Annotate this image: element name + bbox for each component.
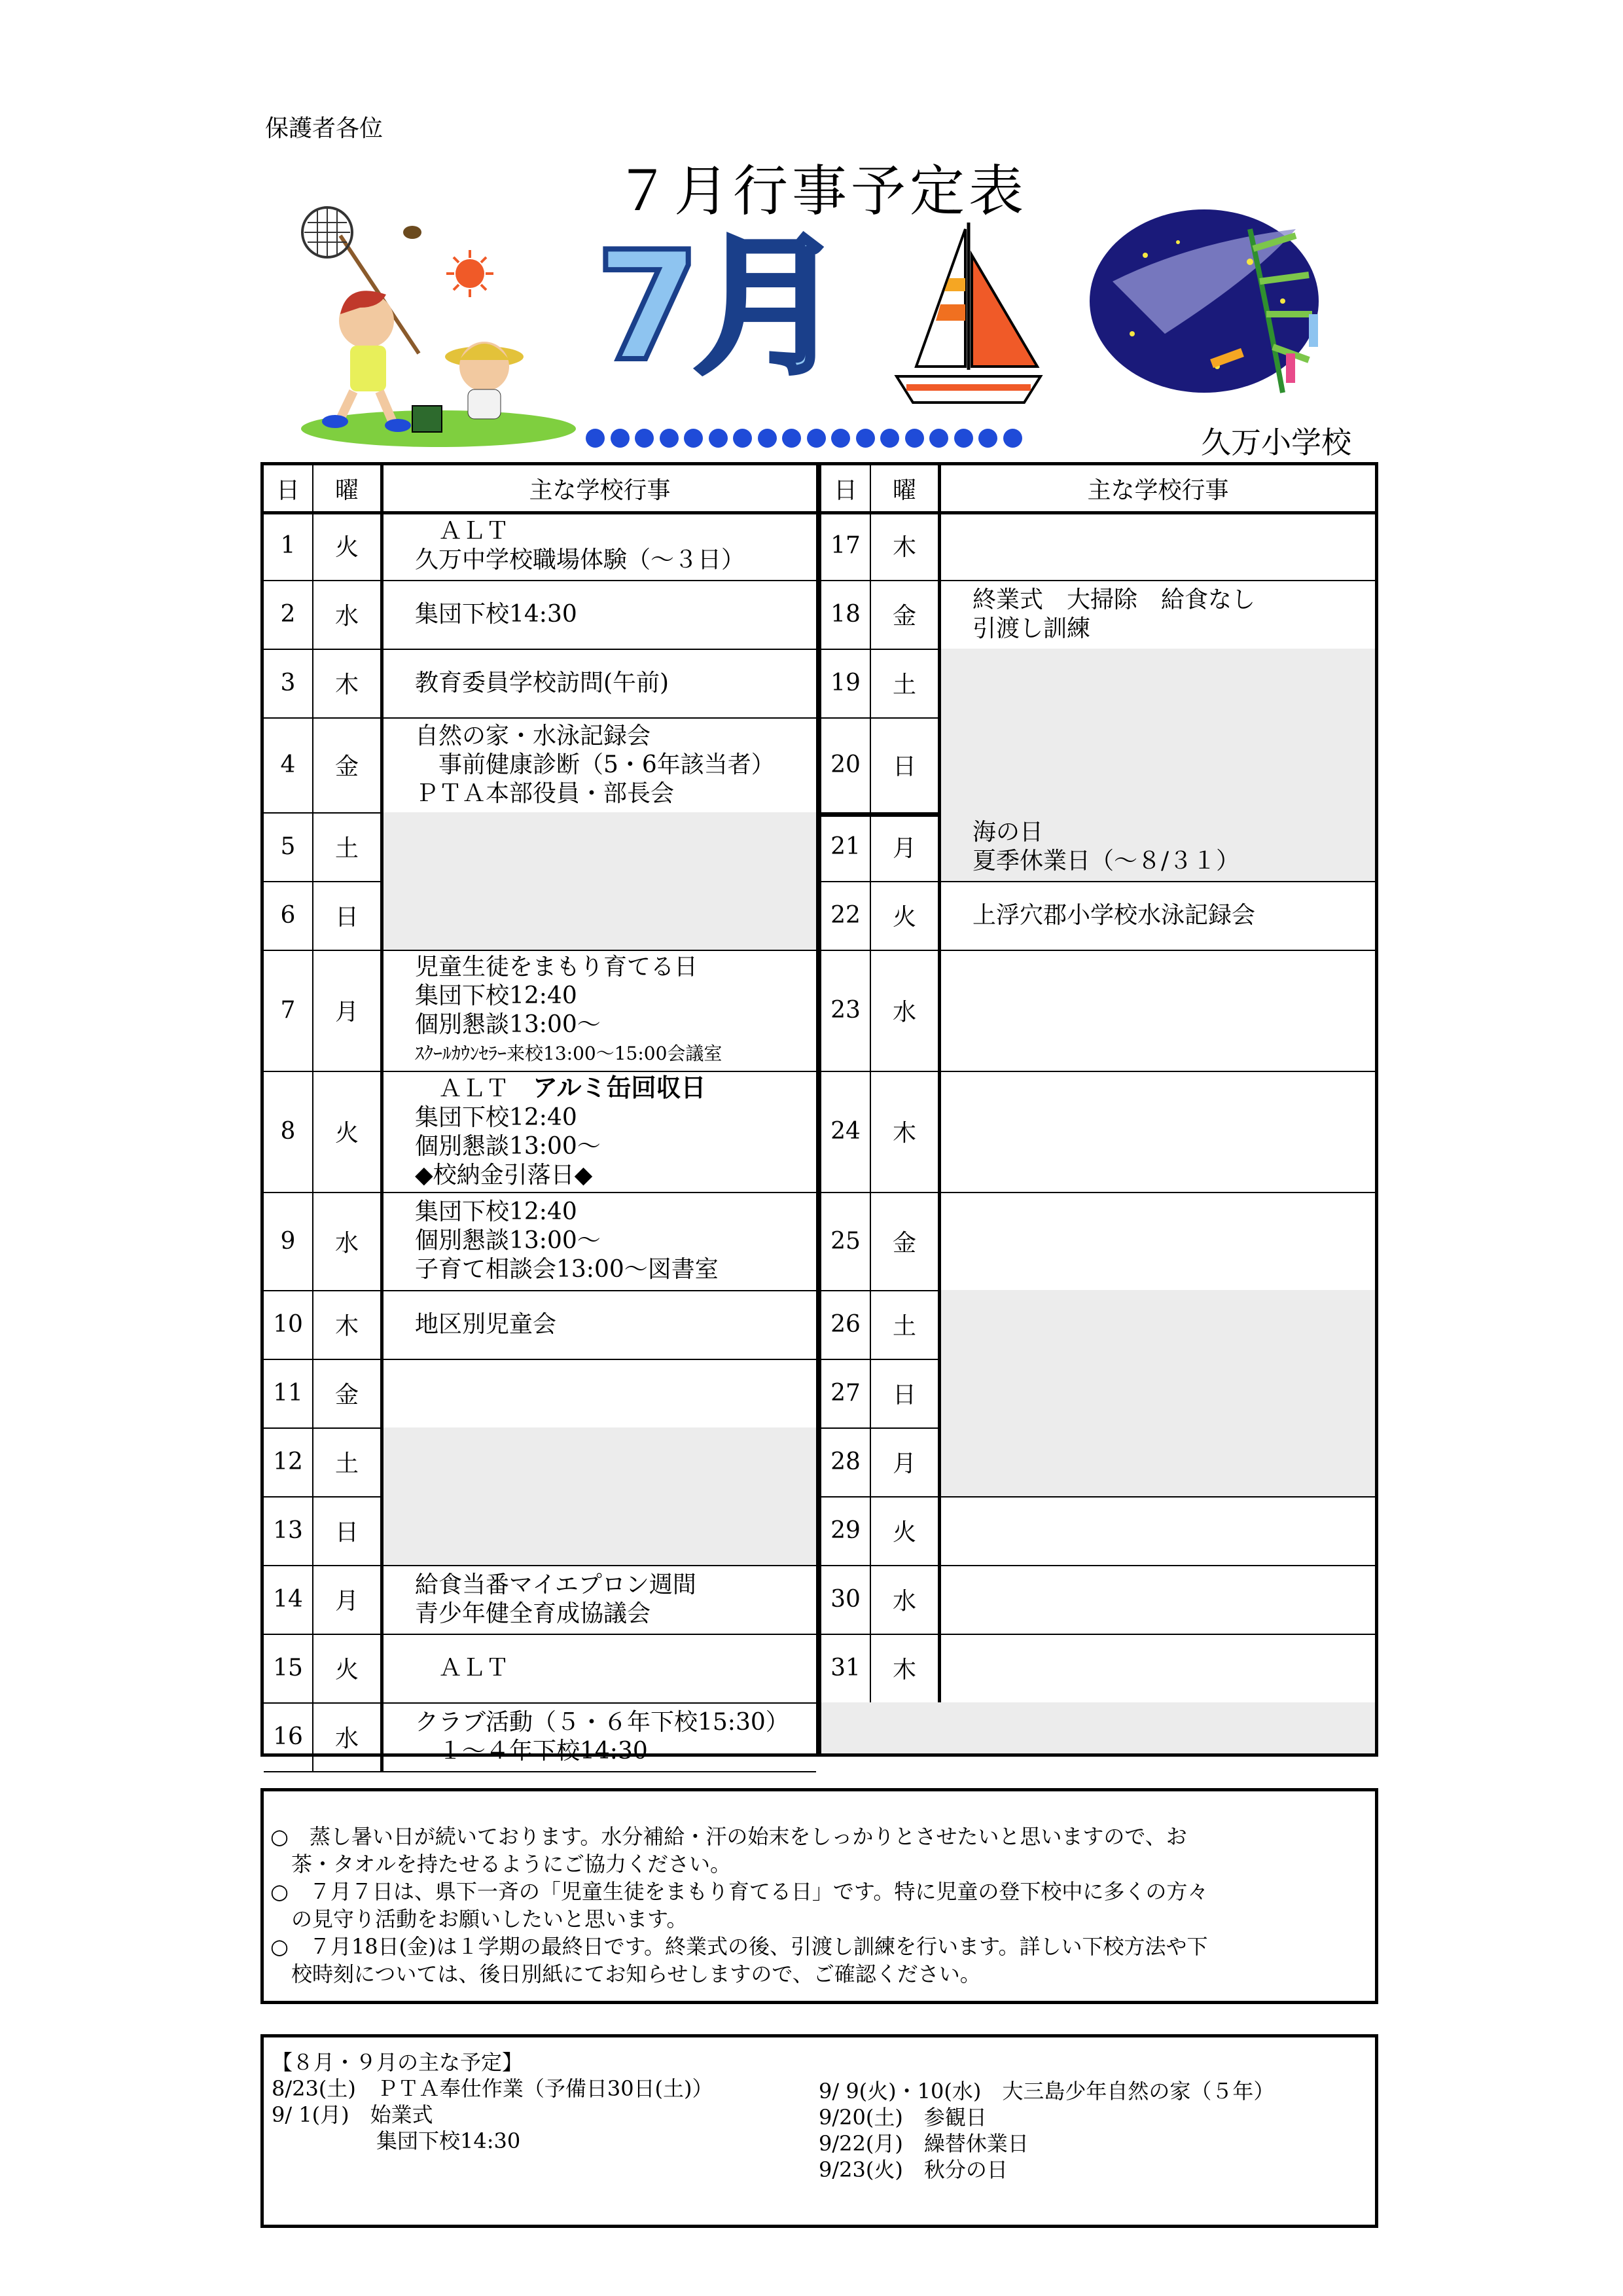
event-cell	[941, 1634, 1375, 1702]
event-cell	[383, 812, 816, 881]
event-cell	[941, 1496, 1375, 1565]
day-cell: 13	[264, 1496, 313, 1565]
notes-box	[260, 1788, 1378, 2004]
event-cell	[383, 1071, 816, 1192]
table-row	[821, 1427, 1375, 1498]
event-cell	[383, 1427, 816, 1496]
event-cell	[941, 580, 1375, 649]
weekday-cell: 金	[871, 580, 941, 649]
event-text: ＡＬＴ	[415, 1654, 510, 1681]
event-text: 集団下校14:30	[415, 600, 577, 628]
weekday-cell: 火	[313, 1071, 383, 1192]
weekday-cell: 土	[871, 1290, 941, 1359]
event-cell	[941, 950, 1375, 1071]
aluminum-can-collection-label: アルミ缶回収日	[533, 1073, 706, 1102]
table-row	[264, 1496, 816, 1566]
weekday-cell: 金	[313, 1359, 383, 1427]
table-row	[264, 1702, 816, 1772]
weekday-cell: 土	[313, 1427, 383, 1496]
table-row	[821, 1192, 1375, 1291]
day-cell: 9	[264, 1192, 313, 1290]
event-cell	[941, 1565, 1375, 1634]
schedule-left-half	[260, 462, 819, 1765]
day-cell: 7	[264, 950, 313, 1071]
event-cell	[941, 812, 1375, 881]
weekday-cell: 月	[313, 1565, 383, 1634]
weekday-cell: 水	[313, 1192, 383, 1290]
future-right-column	[819, 2078, 1274, 2183]
sailboat-illustration	[890, 216, 1047, 412]
page-title: ７月行事予定表	[615, 159, 1028, 223]
event-cell	[941, 1359, 1375, 1427]
day-cell: 22	[821, 881, 871, 950]
decorative-dot-row	[586, 429, 1022, 448]
table-row	[264, 950, 816, 1072]
event-cell	[383, 1702, 816, 1771]
weekday-cell: 土	[313, 812, 383, 881]
event-text: 地区別児童会	[415, 1310, 557, 1338]
table-row	[264, 1071, 816, 1193]
day-cell: 31	[821, 1634, 871, 1702]
event-cell	[383, 1192, 816, 1290]
note-line: 校時刻については、後日別紙にてお知らせしますので、ご確認ください。	[270, 1962, 981, 1986]
month-banner-text: 7月	[596, 220, 838, 395]
future-schedule-box	[260, 2034, 1378, 2228]
event-text: 児童生徒をまもり育てる日 集団下校12:40 個別懇談13:00～	[415, 953, 698, 1038]
note-line: の見守り活動をお願いしたいと思います。	[270, 1907, 688, 1931]
event-text: クラブ活動（５・６年下校15:30） １～４年下校14:30	[415, 1708, 789, 1765]
note-line: 茶・タオルを持たせるようにご協力ください。	[270, 1852, 732, 1876]
day-cell: 18	[821, 580, 871, 649]
table-row	[264, 1290, 816, 1360]
table-row	[264, 1427, 816, 1498]
event-cell	[383, 649, 816, 717]
header-weekday: 曜	[871, 465, 941, 511]
table-row	[821, 649, 1375, 719]
table-header	[264, 465, 816, 514]
future-item: 9/ 1(月) 始業式	[272, 2102, 433, 2127]
note-line: ○ ７月７日は、県下一斉の「児童生徒をまもり育てる日」です。特に児童の登下校中に多くの方々	[270, 1879, 1209, 1904]
day-cell: 1	[264, 511, 313, 580]
tanabata-night-illustration	[1086, 203, 1368, 406]
future-left-column	[272, 2049, 713, 2154]
table-row	[821, 1634, 1375, 1704]
table-header	[821, 465, 1375, 514]
weekday-cell: 日	[871, 717, 941, 812]
note-line: ○ ７月18日(金)は１学期の最終日です。終業式の後、引渡し訓練を行います。詳しい下校方法や下	[270, 1934, 1208, 1959]
schedule-right-half	[818, 462, 1378, 1757]
event-cell	[941, 1427, 1375, 1496]
day-cell: 26	[821, 1290, 871, 1359]
table-row	[264, 1634, 816, 1704]
day-cell: 4	[264, 717, 313, 812]
event-cell	[941, 1290, 1375, 1359]
event-cell	[383, 717, 816, 812]
day-cell: 25	[821, 1192, 871, 1290]
event-cell	[941, 1071, 1375, 1192]
table-row	[264, 580, 816, 650]
weekday-cell: 日	[871, 1359, 941, 1427]
month-banner	[596, 216, 870, 399]
day-cell: 29	[821, 1496, 871, 1565]
future-item: 9/22(月) 繰替休業日	[819, 2131, 1029, 2156]
event-text: 海の日 夏季休業日（～８/３１）	[972, 818, 1240, 874]
table-row	[264, 881, 816, 951]
school-name: 久万小学校	[1201, 425, 1351, 460]
weekday-cell: 金	[313, 717, 383, 812]
event-cell	[383, 1634, 816, 1702]
event-text: 上浮穴郡小学校水泳記録会	[972, 901, 1256, 929]
event-cell	[383, 1290, 816, 1359]
table-row	[821, 1071, 1375, 1193]
day-cell: 19	[821, 649, 871, 717]
event-text: 給食当番マイエプロン週間 青少年健全育成協議会	[415, 1571, 696, 1627]
weekday-cell: 月	[871, 812, 941, 881]
event-cell	[941, 649, 1375, 717]
day-cell: 3	[264, 649, 313, 717]
event-cell	[383, 580, 816, 649]
day-cell: 23	[821, 950, 871, 1071]
event-text: ＡＬＴ 久万中学校職場体験（～３日）	[415, 517, 745, 573]
weekday-cell: 月	[313, 950, 383, 1071]
weekday-cell: 日	[313, 881, 383, 950]
event-text-small: ｽｸｰﾙｶｳﾝｾﾗｰ来校13:00～15:00会議室	[415, 1042, 722, 1064]
weekday-cell: 木	[871, 1071, 941, 1192]
table-row	[821, 1565, 1375, 1635]
weekday-cell: 火	[871, 1496, 941, 1565]
event-cell	[941, 881, 1375, 950]
future-heading: 【８月・９月の主な予定】	[272, 2050, 524, 2075]
day-cell: 16	[264, 1702, 313, 1771]
day-cell: 5	[264, 812, 313, 881]
table-row	[821, 717, 1375, 817]
day-cell: 8	[264, 1071, 313, 1192]
note-line: ○ 蒸し暑い日が続いております。水分補給・汗の始末をしっかりとさせたいと思いますので、お	[270, 1824, 1187, 1849]
event-cell	[941, 717, 1375, 812]
table-row	[821, 511, 1375, 581]
day-cell: 15	[264, 1634, 313, 1702]
future-item: 9/ 9(火)・10(水) 大三島少年自然の家（５年）	[819, 2079, 1275, 2104]
weekday-cell: 月	[871, 1427, 941, 1496]
header-events: 主な学校行事	[1087, 476, 1229, 504]
event-text: 自然の家・水泳記録会 事前健康診断（5・6年該当者） ＰＴＡ本部役員・部長会	[415, 722, 775, 807]
weekday-cell: 木	[313, 649, 383, 717]
future-item: 9/20(土) 参観日	[819, 2105, 987, 2130]
event-text: 集団下校12:40 個別懇談13:00～ ◆校納金引落日◆	[415, 1103, 601, 1189]
weekday-cell: 水	[871, 1565, 941, 1634]
header-day: 日	[821, 465, 871, 511]
event-text: 教育委員学校訪問(午前)	[415, 669, 669, 696]
event-text: ＡＬＴ	[415, 1075, 510, 1102]
event-text: 集団下校12:40 個別懇談13:00～ 子育て相談会13:00～図書室	[415, 1198, 719, 1283]
weekday-cell: 日	[313, 1496, 383, 1565]
day-cell: 27	[821, 1359, 871, 1427]
table-row	[264, 812, 816, 882]
children-bug-catching-illustration	[288, 203, 582, 452]
empty-filler-cell	[821, 1702, 1375, 1753]
weekday-cell: 火	[871, 881, 941, 950]
future-item: 9/23(火) 秋分の日	[819, 2157, 1008, 2182]
table-row	[821, 812, 1375, 882]
future-item: 8/23(土) ＰＴＡ奉仕作業（予備日30日(土)）	[272, 2076, 713, 2101]
table-row	[264, 1359, 816, 1429]
weekday-cell: 水	[871, 950, 941, 1071]
table-row	[821, 1290, 1375, 1360]
table-row	[264, 649, 816, 719]
day-cell: 10	[264, 1290, 313, 1359]
event-cell	[383, 881, 816, 950]
table-row	[821, 881, 1375, 951]
weekday-cell: 金	[871, 1192, 941, 1290]
event-cell	[383, 511, 816, 580]
event-cell	[383, 1496, 816, 1565]
day-cell: 20	[821, 717, 871, 812]
weekday-cell: 木	[871, 1634, 941, 1702]
table-row	[264, 717, 816, 814]
weekday-cell: 木	[313, 1290, 383, 1359]
table-row	[821, 950, 1375, 1072]
day-cell: 30	[821, 1565, 871, 1634]
addressee: 保護者各位	[265, 115, 383, 142]
schedule-table	[260, 462, 1378, 1765]
day-cell: 17	[821, 511, 871, 580]
event-cell	[383, 1565, 816, 1634]
weekday-cell: 水	[313, 1702, 383, 1771]
day-cell: 12	[264, 1427, 313, 1496]
event-cell	[941, 1192, 1375, 1290]
day-cell: 2	[264, 580, 313, 649]
event-cell	[383, 950, 816, 1071]
weekday-cell: 木	[871, 511, 941, 580]
table-row	[821, 1496, 1375, 1566]
day-cell: 28	[821, 1427, 871, 1496]
table-row	[264, 1565, 816, 1635]
day-cell: 21	[821, 812, 871, 881]
day-cell: 14	[264, 1565, 313, 1634]
day-cell: 24	[821, 1071, 871, 1192]
table-row	[821, 1359, 1375, 1429]
weekday-cell: 火	[313, 511, 383, 580]
table-row	[821, 580, 1375, 650]
table-row	[264, 511, 816, 581]
event-cell	[941, 511, 1375, 580]
day-cell: 11	[264, 1359, 313, 1427]
weekday-cell: 水	[313, 580, 383, 649]
day-cell: 6	[264, 881, 313, 950]
event-cell	[383, 1359, 816, 1427]
event-text: 終業式 大掃除 給食なし 引渡し訓練	[972, 586, 1256, 642]
table-row	[264, 1192, 816, 1291]
header-day: 日	[264, 465, 313, 511]
header-events: 主な学校行事	[529, 476, 671, 504]
weekday-cell: 火	[313, 1634, 383, 1702]
header-weekday: 曜	[313, 465, 383, 511]
weekday-cell: 土	[871, 649, 941, 717]
future-item: 集団下校14:30	[272, 2128, 521, 2153]
